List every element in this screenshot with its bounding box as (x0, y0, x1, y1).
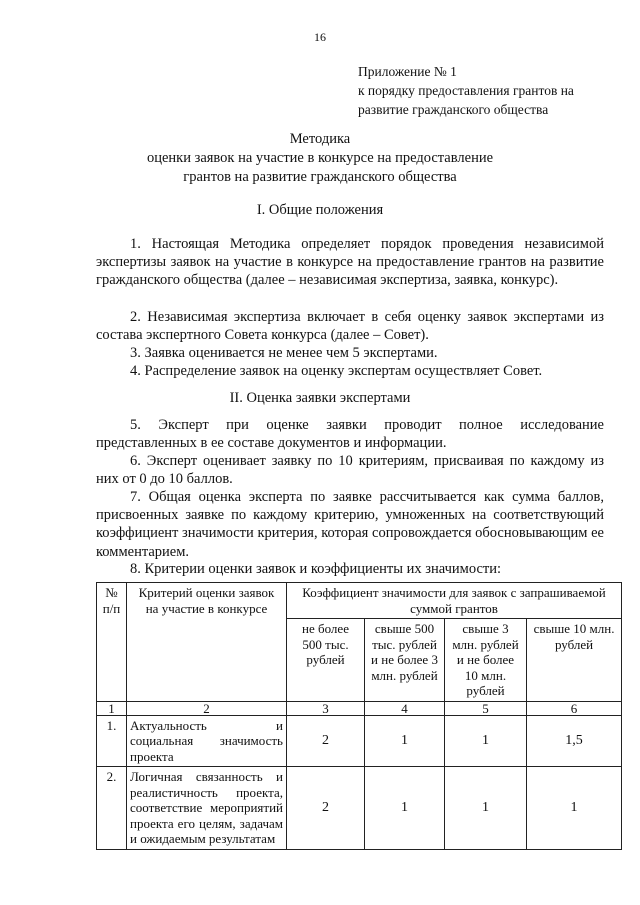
header-criterion: Критерий оценки заявок на участие в конкурсе (127, 583, 287, 702)
title-line-2: оценки заявок на участие в конкурсе на предоставление (146, 150, 494, 166)
row-value: 2 (287, 715, 365, 767)
row-value: 1 (527, 767, 622, 850)
row-value: 1 (445, 715, 527, 767)
table-header-row (97, 583, 622, 619)
row-value: 1,5 (527, 715, 622, 767)
paragraph-3: 3. Заявка оценивается не менее чем 5 экспертами. (130, 345, 438, 361)
row-criterion: Актуальность и социальная значимость проекта (127, 715, 287, 767)
paragraph-8: 8. Критерии оценки заявок и коэффициенты их значимости: (130, 561, 502, 577)
paragraph-1: 1. Настоящая Методика определяет порядок проведения независимой экспертизы заявок на участие в конкурсе на предоставление грантов на развитие гражданского общества (далее – независимая экспертиза, заявка, конкурс). (96, 236, 604, 289)
section-heading-2: II. Оценка заявки экспертами (229, 390, 411, 406)
subheader-col-5: свыше 3 млн. рублей и не более 10 млн. рублей (445, 619, 527, 702)
title-line-1: Методика (289, 131, 351, 147)
paragraph-2: 2. Независимая экспертиза включает в себя оценку заявок экспертами из состава экспертного Совета конкурса (далее – Совет). (96, 309, 604, 344)
paragraph-5: 5. Эксперт при оценке заявки проводит полное исследование представленных в ее составе документов и информации. (96, 417, 604, 452)
row-value: 1 (365, 715, 445, 767)
index-cell: 2 (127, 701, 287, 715)
row-number: 1. (97, 715, 127, 767)
appendix-line-3: развитие гражданского общества (358, 102, 549, 117)
index-cell: 6 (527, 701, 622, 715)
row-value: 1 (365, 767, 445, 850)
paragraph-6: 6. Эксперт оценивает заявку по 10 критериям, присваивая по каждому из них от 0 до 10 баллов. (96, 453, 604, 488)
header-coefficient: Коэффициент значимости для заявок с запрашиваемой суммой грантов (287, 583, 622, 619)
appendix-line-2: к порядку предоставления грантов на (358, 83, 574, 98)
index-cell: 5 (445, 701, 527, 715)
row-criterion: Логичная связанность и реалистичность проекта, соответствие мероприятий проекта его целям, задачам и ожидаемым результатам (127, 767, 287, 850)
appendix-note (358, 62, 628, 119)
appendix-line-1: Приложение № 1 (358, 64, 457, 79)
subheader-col-3: не более 500 тыс. рублей (287, 619, 365, 702)
section-heading-1: I. Общие положения (256, 202, 384, 218)
table-row (97, 767, 622, 850)
subheader-col-4: свыше 500 тыс. рублей и не более 3 млн. рублей (365, 619, 445, 702)
subheader-col-6: свыше 10 млн. рублей (527, 619, 622, 702)
index-cell: 3 (287, 701, 365, 715)
table-row (97, 715, 622, 767)
title-line-3: грантов на развитие гражданского общества (183, 169, 457, 185)
index-cell: 4 (365, 701, 445, 715)
row-number: 2. (97, 767, 127, 850)
index-cell: 1 (97, 701, 127, 715)
paragraph-4: 4. Распределение заявок на оценку экспертам осуществляет Совет. (130, 363, 543, 379)
document-title (0, 130, 640, 187)
paragraph-7: 7. Общая оценка эксперта по заявке рассчитывается как сумма баллов, присвоенных заявке по каждому критерию, умноженных на соответствующий коэффициент значимости критерия, которая сопровождается обосновывающим ее комментарием. (96, 489, 604, 560)
row-value: 2 (287, 767, 365, 850)
criteria-table (96, 582, 622, 850)
row-value: 1 (445, 767, 527, 850)
table-index-row (97, 701, 622, 715)
page-number: 16 (314, 30, 326, 44)
header-number: № п/п (97, 583, 127, 702)
